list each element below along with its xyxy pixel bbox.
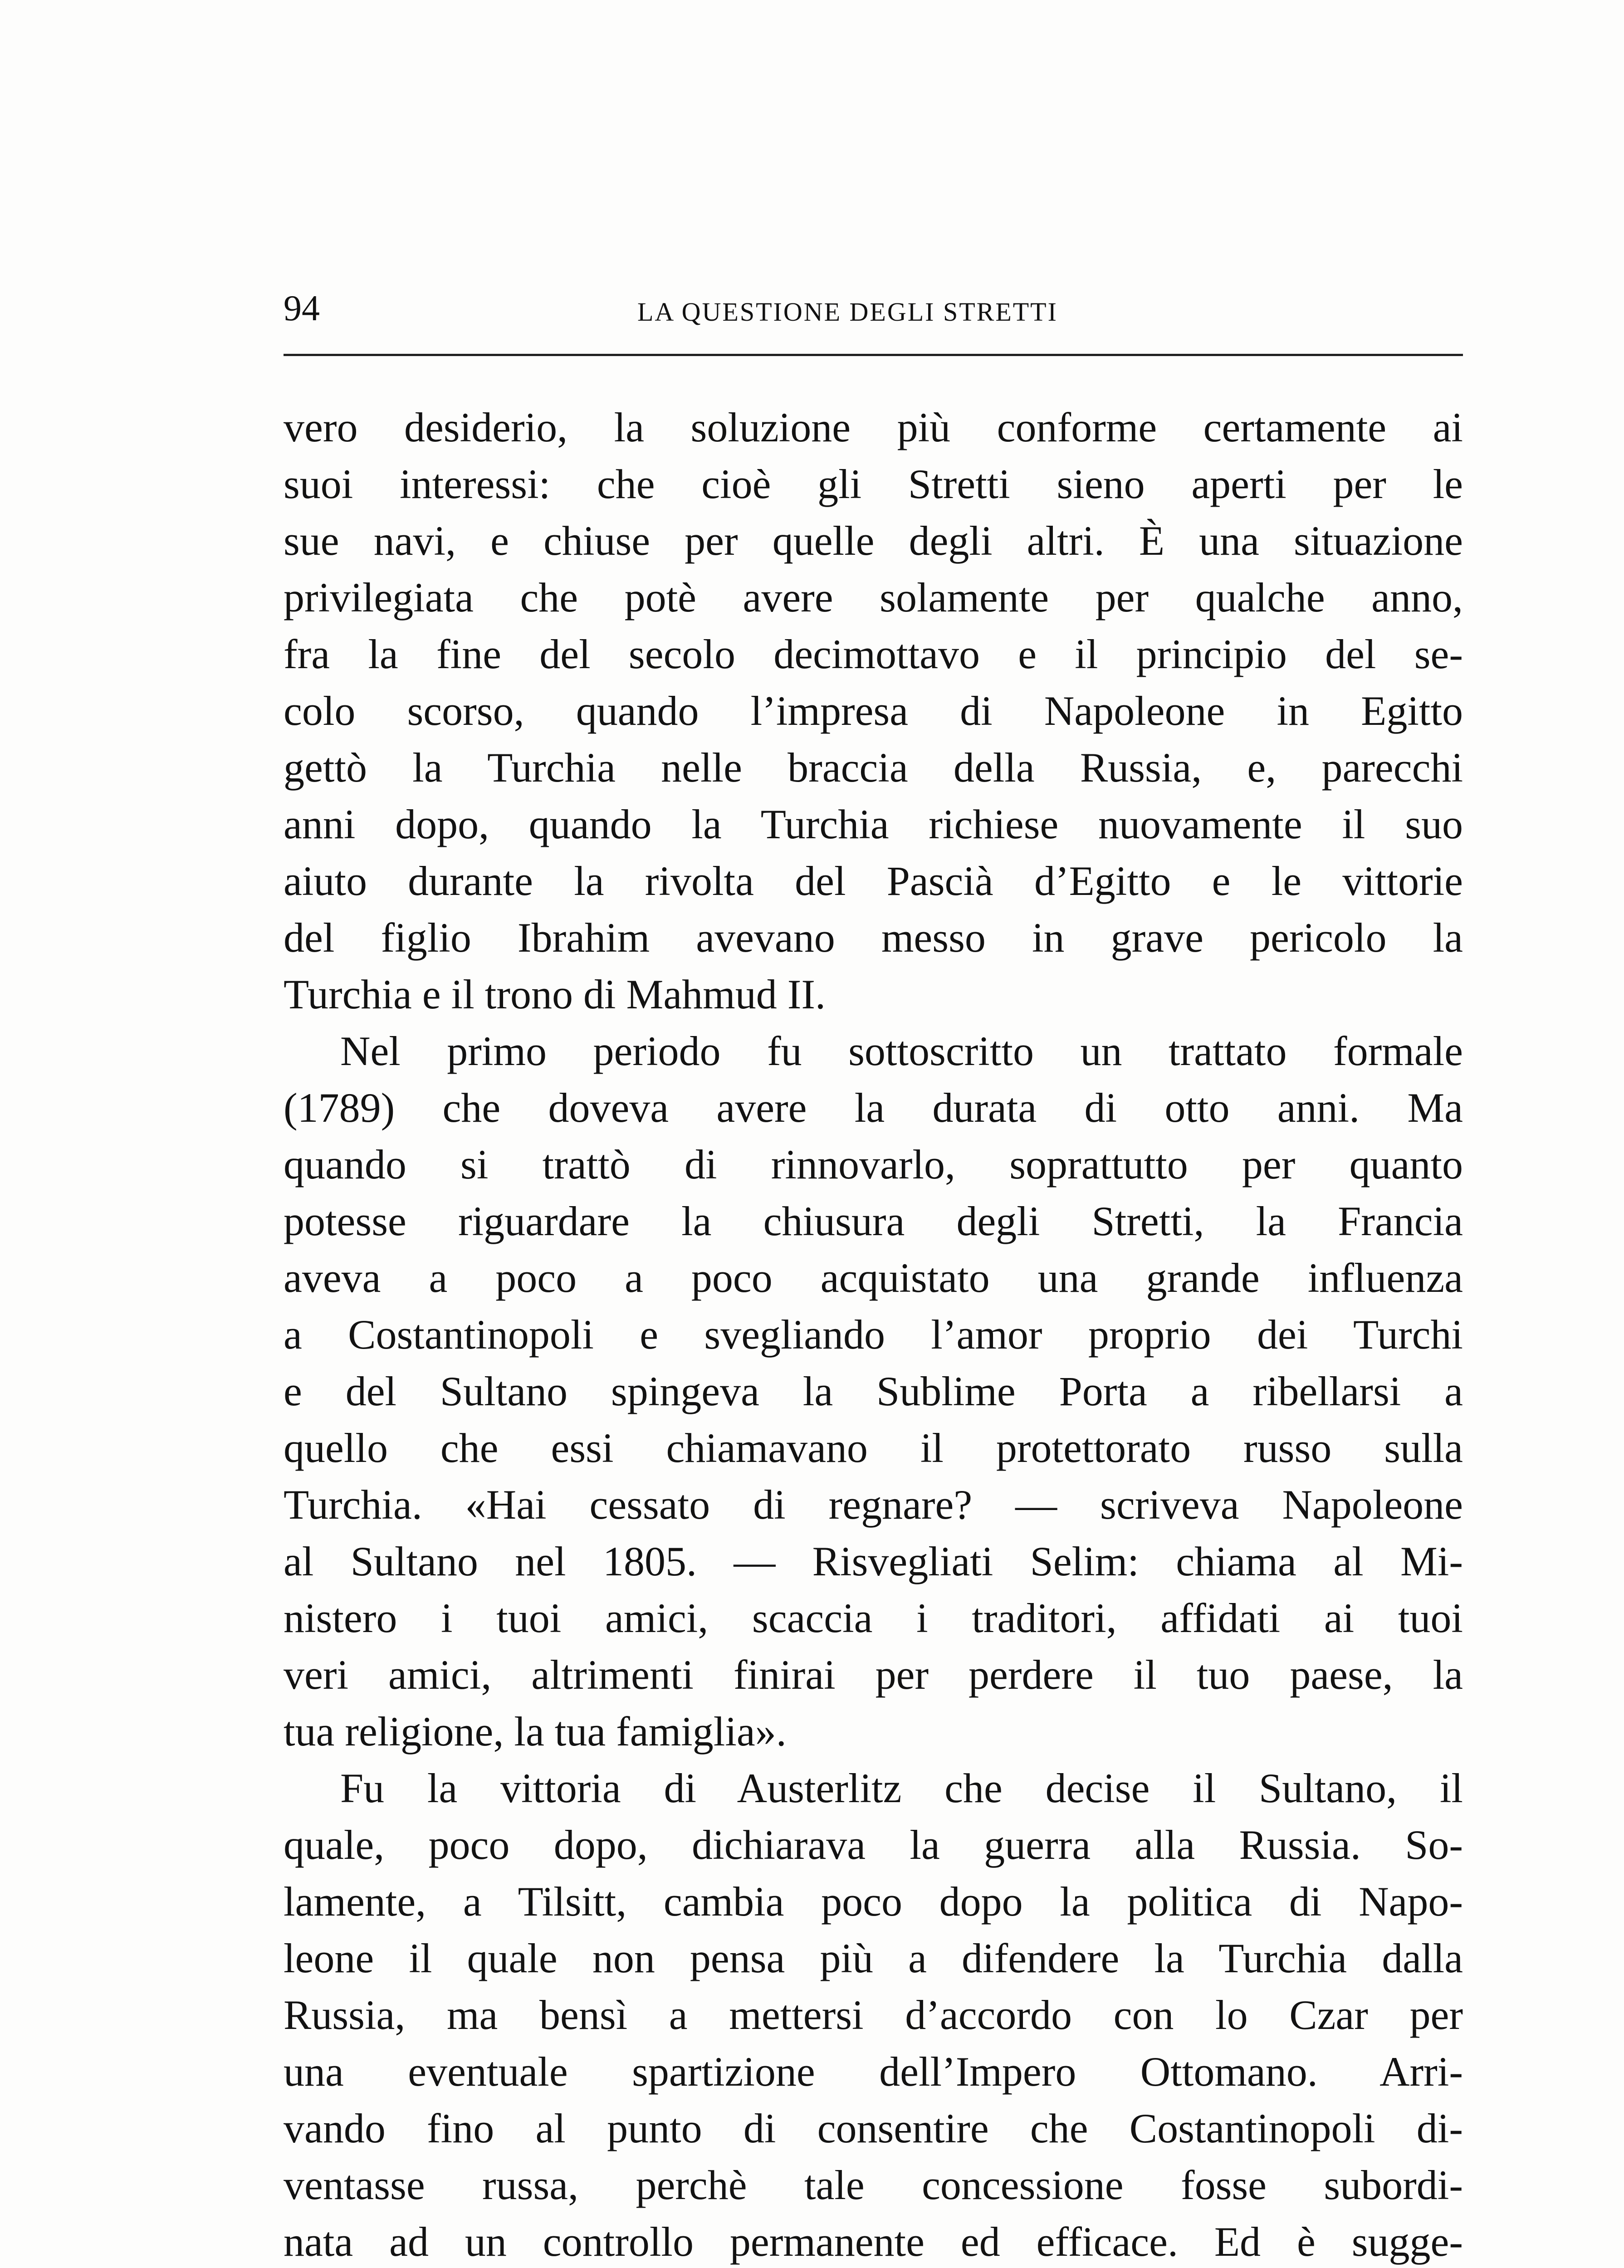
text-line: Turchia. «Hai cessato di regnare? — scriveva Napoleone	[284, 1481, 1463, 1528]
text-line: lamente, a Tilsitt, cambia poco dopo la politica di Napo-	[284, 1878, 1463, 1925]
text-line: potesse riguardare la chiusura degli Stretti, la Francia	[284, 1198, 1463, 1244]
text-line: gettò la Turchia nelle braccia della Russia, e, parecchi	[284, 744, 1463, 791]
text-line: vando fino al punto di consentire che Costantinopoli di-	[284, 2105, 1463, 2151]
text-line: quello che essi chiamavano il protettorato russo sulla	[284, 1425, 1463, 1471]
page-number: 94	[284, 288, 320, 328]
text-line: fra la fine del secolo decimottavo e il principio del se-	[284, 631, 1463, 677]
text-line: aveva a poco a poco acquistato una grande influenza	[284, 1255, 1463, 1301]
text-line: colo scorso, quando l’impresa di Napoleone in Egitto	[284, 688, 1463, 734]
text-line: nata ad un controllo permanente ed efficace. Ed è sugge-	[284, 2219, 1463, 2265]
text-line: e del Sultano spingeva la Sublime Porta a ribellarsi a	[284, 1368, 1463, 1414]
page-header	[284, 284, 1463, 333]
text-line: vero desiderio, la soluzione più conforme certamente ai	[284, 404, 1463, 450]
text-line: suoi interessi: che cioè gli Stretti sieno aperti per le	[284, 461, 1463, 507]
text-line: quando si trattò di rinnovarlo, soprattutto per quanto	[284, 1141, 1463, 1188]
text-line: veri amici, altrimenti finirai per perdere il tuo paese, la	[284, 1652, 1463, 1698]
text-line: al Sultano nel 1805. — Risvegliati Selim: chiama al Mi-	[284, 1538, 1463, 1584]
text-line: Nel primo periodo fu sottoscritto un trattato formale	[340, 1028, 1463, 1074]
text-line: quale, poco dopo, dichiarava la guerra alla Russia. So-	[284, 1822, 1463, 1868]
text-line: tua religione, la tua famiglia».	[284, 1708, 787, 1755]
text-line: (1789) che doveva avere la durata di otto anni. Ma	[284, 1085, 1463, 1131]
text-line: Fu la vittoria di Austerlitz che decise il Sultano, il	[340, 1765, 1463, 1811]
text-line: sue navi, e chiuse per quelle degli altri. È una situazione	[284, 518, 1463, 564]
body-text	[284, 399, 1463, 2268]
header-rule	[284, 354, 1463, 356]
text-line: Russia, ma bensì a mettersi d’accordo con lo Czar per	[284, 1992, 1463, 2038]
text-line: privilegiata che potè avere solamente per qualche anno,	[284, 574, 1463, 621]
text-line: una eventuale spartizione dell’Impero Ottomano. Arri-	[284, 2048, 1463, 2095]
text-line: nistero i tuoi amici, scaccia i traditori, affidati ai tuoi	[284, 1595, 1463, 1641]
text-line: del figlio Ibrahim avevano messo in grave pericolo la	[284, 914, 1463, 961]
text-line: aiuto durante la rivolta del Pascià d’Egitto e le vittorie	[284, 858, 1463, 904]
text-line: anni dopo, quando la Turchia richiese nuovamente il suo	[284, 801, 1463, 847]
text-line: ventasse russa, perchè tale concessione fosse subordi-	[284, 2162, 1463, 2208]
text-line: leone il quale non pensa più a difendere la Turchia dalla	[284, 1935, 1463, 1981]
text-line: Turchia e il trono di Mahmud II.	[284, 971, 826, 1017]
text-line: a Costantinopoli e svegliando l’amor proprio dei Turchi	[284, 1311, 1463, 1358]
running-title: LA QUESTIONE DEGLI STRETTI	[637, 297, 1058, 327]
